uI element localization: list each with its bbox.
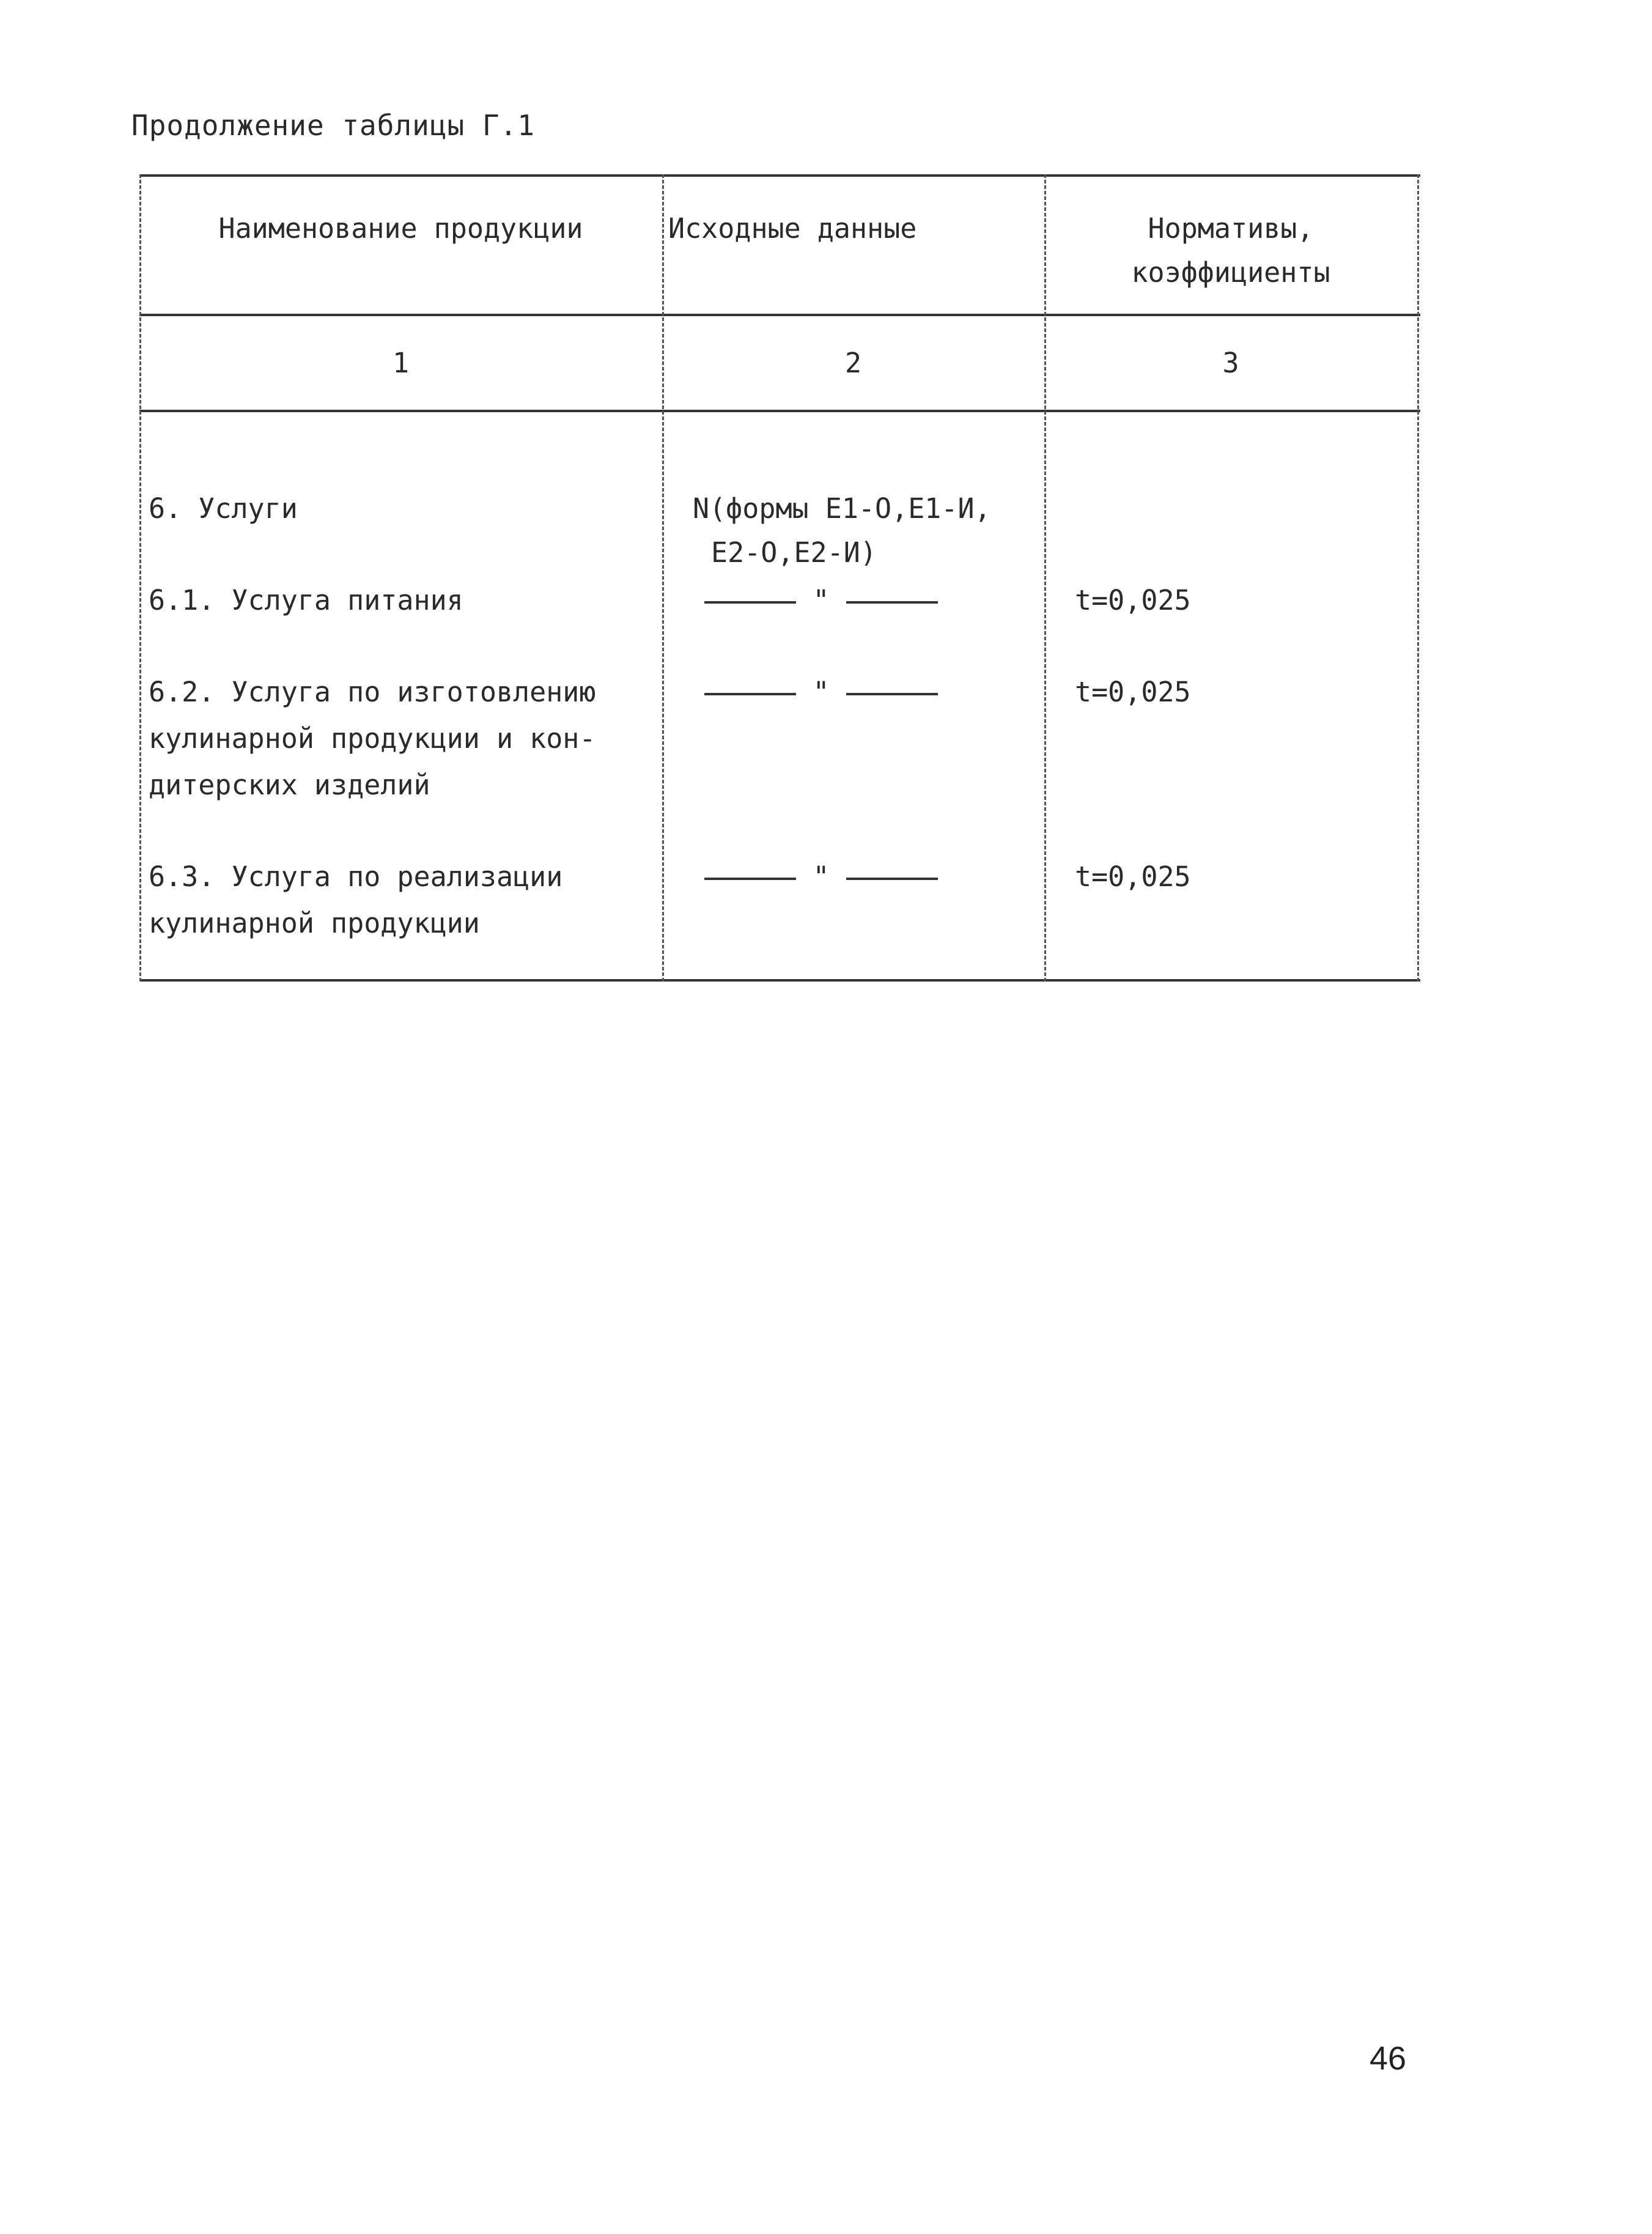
row-6-3-norm: t=0,025 [1075,860,1191,893]
column-number-1: 1 [392,347,410,379]
header-source-data: Исходные данные [668,212,917,245]
table-top-rule [139,174,1420,177]
table-bottom-rule [139,979,1420,982]
page-number: 46 [1370,2040,1407,2077]
ditto-dash-left [704,693,796,695]
ditto-dash-right [846,878,938,880]
header-norms-line2: коэффициенты [1131,256,1330,289]
ditto-dash-left [704,878,796,880]
table-left-rule [139,174,141,982]
ditto-mark: " [813,584,830,616]
header-norms-line1: Нормативы, [1148,212,1314,245]
ditto-dash-right [846,693,938,695]
row-6-1-ditto [699,577,943,624]
column-number-2: 2 [844,347,862,379]
row-6-2-name-line3: дитерских изделий [149,769,430,801]
row-6-1-name: 6.1. Услуга питания [149,584,463,616]
ditto-dash-left [704,601,796,604]
table-right-rule [1417,174,1419,982]
row-6-3-ditto [699,853,943,901]
row-6-2-name-line1: 6.2. Услуга по изготовлению [149,676,596,708]
row-6-source-line1: N(формы Е1-О,Е1-И, [693,492,991,525]
table-caption: Продолжение таблицы Г.1 [131,109,535,142]
header-product-name: Наименование продукции [218,212,583,245]
column-number-3: 3 [1222,347,1239,379]
row-6-2-norm: t=0,025 [1075,676,1191,708]
row-6-2-name-line2: кулинарной продукции и кон- [149,722,596,755]
row-6-3-name-line1: 6.3. Услуга по реализации [149,860,563,893]
column-divider-1 [662,174,664,982]
ditto-dash-right [846,601,938,604]
row-6-1-norm: t=0,025 [1075,584,1191,616]
ditto-mark: " [813,860,830,893]
row-6-source-line2: Е2-О,Е2-И) [711,536,877,569]
data-table [139,174,1420,982]
row-6-name: 6. Услуги [149,492,298,525]
row-6-2-ditto [699,668,943,716]
row-6-3-name-line2: кулинарной продукции [149,907,480,939]
column-numbers-bottom-rule [139,410,1420,412]
header-bottom-rule [139,314,1420,316]
ditto-mark: " [813,676,830,708]
